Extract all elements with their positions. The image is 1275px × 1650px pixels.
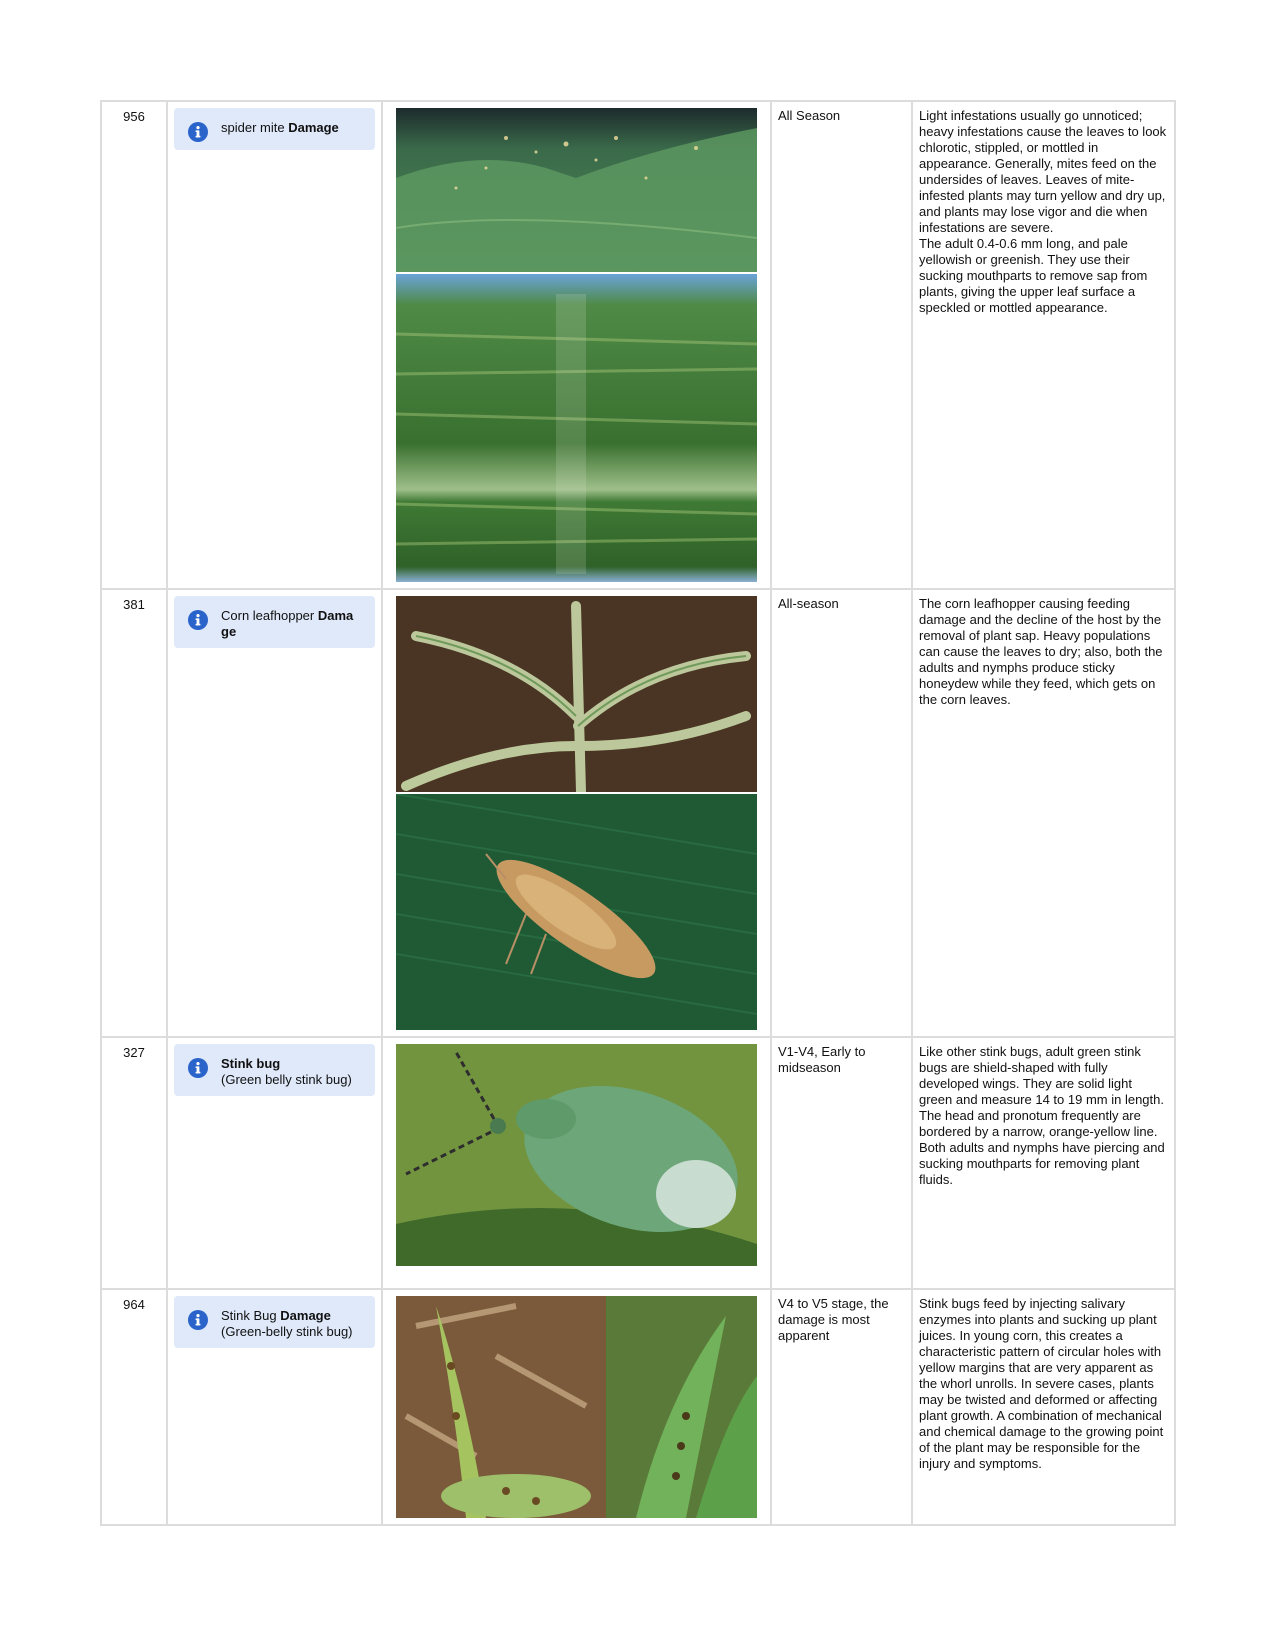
pest-name-bold: Stink bug bbox=[221, 1056, 281, 1071]
table-row bbox=[101, 101, 1175, 589]
pest-photo bbox=[396, 108, 757, 272]
season-cell: All Season bbox=[771, 101, 912, 589]
info-icon[interactable] bbox=[188, 1310, 208, 1330]
pest-name-bold: Damage bbox=[288, 120, 339, 135]
pest-chip[interactable] bbox=[174, 1044, 375, 1096]
season-cell: All-season bbox=[771, 589, 912, 1037]
info-icon[interactable] bbox=[188, 122, 208, 142]
row-id: 327 bbox=[101, 1037, 167, 1289]
image-cell bbox=[382, 1289, 771, 1525]
pest-photo bbox=[396, 274, 757, 582]
table-row bbox=[101, 1289, 1175, 1525]
pest-chip[interactable] bbox=[174, 1296, 375, 1348]
image-cell bbox=[382, 589, 771, 1037]
pest-name bbox=[221, 1052, 352, 1088]
pest-photo bbox=[396, 794, 757, 1030]
description-paragraph: Like other stink bugs, adult green stink bugs are shield-shaped with fully developed wings. They are solid light green and measure 14 to 19 mm in length. The head and pronotum frequently are bordered by a narrow, orange-yellow line. Both adults and nymphs have piercing and sucking mouthparts for removing plant fluids. bbox=[919, 1044, 1165, 1187]
image-cell bbox=[382, 101, 771, 589]
pest-name-sub: (Green belly stink bug) bbox=[221, 1072, 352, 1087]
row-id: 964 bbox=[101, 1289, 167, 1525]
row-id: 956 bbox=[101, 101, 167, 589]
description-paragraph: The corn leafhopper causing feeding damage and the decline of the host by the removal of plant sap. Heavy populations can cause the leaves to dry; also, both the adults and nymphs produce sticky honeydew while they feed, which gets on the corn leaves. bbox=[919, 596, 1163, 707]
pest-photo bbox=[396, 1044, 757, 1266]
name-cell bbox=[167, 101, 382, 589]
pest-name-sub: (Green-belly stink bug) bbox=[221, 1324, 353, 1339]
season-cell: V4 to V5 stage, the damage is most apparent bbox=[771, 1289, 912, 1525]
pest-name bbox=[221, 604, 367, 640]
row-id: 381 bbox=[101, 589, 167, 1037]
pest-name bbox=[221, 116, 339, 136]
name-cell bbox=[167, 589, 382, 1037]
pest-name-plain: Stink Bug bbox=[221, 1308, 281, 1323]
pest-photo bbox=[396, 1296, 757, 1518]
pest-name-plain: spider mite bbox=[221, 120, 289, 135]
image-cell bbox=[382, 1037, 771, 1289]
pest-table bbox=[100, 100, 1176, 1526]
pest-photo bbox=[396, 596, 757, 792]
table-row bbox=[101, 1037, 1175, 1289]
name-cell bbox=[167, 1037, 382, 1289]
pest-name-plain: Corn leafhopper bbox=[221, 608, 318, 623]
name-cell bbox=[167, 1289, 382, 1525]
pest-chip[interactable] bbox=[174, 108, 375, 150]
description-cell bbox=[912, 101, 1175, 589]
description-paragraph: Light infestations usually go unnoticed; heavy infestations cause the leaves to look chlorotic, stippled, or mottled in appearance. Generally, mites feed on the undersides of leaves. Leaves of mite-infested plants may turn yellow and dry up, and plants may lose vigor and die when infestations are severe. bbox=[919, 108, 1167, 235]
description-cell bbox=[912, 1037, 1175, 1289]
season-cell: V1-V4, Early to midseason bbox=[771, 1037, 912, 1289]
table-row bbox=[101, 589, 1175, 1037]
pest-name-bold: Dama ge bbox=[221, 608, 354, 639]
description-paragraph: Stink bugs feed by injecting salivary enzymes into plants and sucking up plant juices. In young corn, this creates a characteristic pattern of circular holes with yellow margins that are very apparent as the whorl unrolls. In severe cases, plants may be twisted and deformed or affecting plant growth. A combination of mechanical and chemical damage to the growing point of the plant may be responsible for the injury and symptoms. bbox=[919, 1296, 1164, 1471]
description-cell bbox=[912, 589, 1175, 1037]
info-icon[interactable] bbox=[188, 1058, 208, 1078]
pest-chip[interactable] bbox=[174, 596, 375, 648]
description-cell bbox=[912, 1289, 1175, 1525]
pest-name bbox=[221, 1304, 353, 1340]
pest-name-bold: Damage bbox=[280, 1308, 331, 1323]
description-paragraph: The adult 0.4-0.6 mm long, and pale yellowish or greenish. They use their sucking mouthparts to remove sap from plants, giving the upper leaf surface a speckled or mottled appearance. bbox=[919, 236, 1148, 315]
info-icon[interactable] bbox=[188, 610, 208, 630]
